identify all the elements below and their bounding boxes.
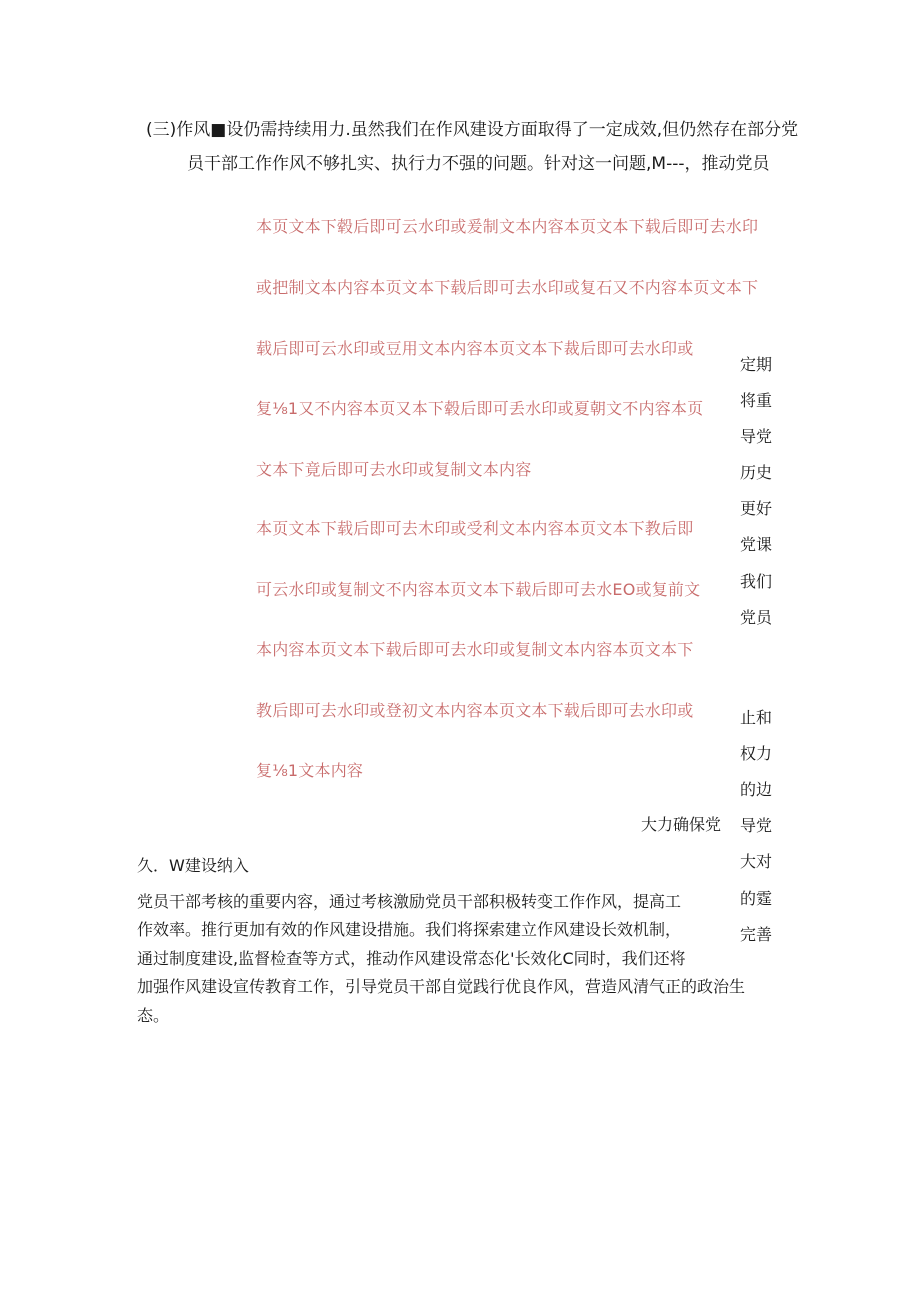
paragraph-line: 通过制度建设,监督检查等方式，推动作风建设常态化'长效化C同时，我们还将 <box>137 949 686 968</box>
intro-line-2: 员干部工作作风不够扎实、执行力不强的问题。针对这一问题,M---，推动党员 <box>187 154 770 174</box>
side-fragment: 更好 <box>740 499 773 518</box>
paragraph-line: 加强作风建设宣传教育工作，引导党员干部自觉践行优良作风，营造风清气正的政治生 <box>137 977 746 996</box>
paragraph-line: 党员干部考核的重要内容，通过考核激励党员干部积极转变工作作风，提高工 <box>137 892 682 911</box>
intro-line-1: (三)作风■设仍需持续用力.虽然我们在作风建设方面取得了一定成效,但仍然存在部分党 <box>146 120 799 140</box>
side-fragment: 完善 <box>740 925 773 944</box>
watermark-line: 本页文本下载后即可去木印或受利文本内容本页文本下教后即 <box>256 519 694 538</box>
watermark-line: 载后即可云水印或豆用文本内容本页文本下裁后即可去水印或 <box>256 339 694 358</box>
section-heading: 久．W建设纳入 <box>137 856 249 875</box>
side-fragment: 导党 <box>740 427 773 446</box>
side-fragment: 的霆 <box>740 889 773 908</box>
side-fragment: 大对 <box>740 852 773 871</box>
side-fragment: 的边 <box>740 780 773 799</box>
side-fragment: 党课 <box>740 535 773 554</box>
watermark-line: 本页文本下毂后即可云水印或爰制文本内容本页文本下载后即可去水印 <box>256 217 759 236</box>
side-fragment: 将重 <box>740 391 773 410</box>
watermark-line: 复⅛1又不内容本页又本下毂后即可丢水印或夏朝文不内容本页 <box>256 399 704 418</box>
side-fragment: 党员 <box>740 608 773 627</box>
side-fragment: 权力 <box>740 744 773 763</box>
watermark-line: 本内容本页文本下载后即可去水印或复制文本内容本页文本下 <box>256 640 694 659</box>
side-fragment: 导党 <box>740 816 773 835</box>
side-fragment: 历史 <box>740 463 773 482</box>
right-fragment: 大力确保党 <box>641 815 722 834</box>
watermark-line: 或把制文本内容本页文本下载后即可去水印或复石又不内容本页文本下 <box>256 278 759 297</box>
watermark-line: 文本下竟后即可去水印或复制文本内容 <box>256 460 532 479</box>
paragraph-line: 作效率。推行更加有效的作风建设措施。我们将探索建立作风建设长效机制， <box>137 920 682 939</box>
watermark-line: 复⅛1文本内容 <box>256 761 364 780</box>
paragraph-line: 态。 <box>137 1006 170 1025</box>
watermark-line: 教后即可去水印或登初文本内容本页文本下载后即可去水印或 <box>256 701 694 720</box>
watermark-line: 可云水印或复制文不内容本页文本下载后即可去水EO或复前文 <box>256 580 701 599</box>
side-fragment: 我们 <box>740 572 773 591</box>
side-fragment: 定期 <box>740 355 773 374</box>
side-fragment: 止和 <box>740 708 773 727</box>
